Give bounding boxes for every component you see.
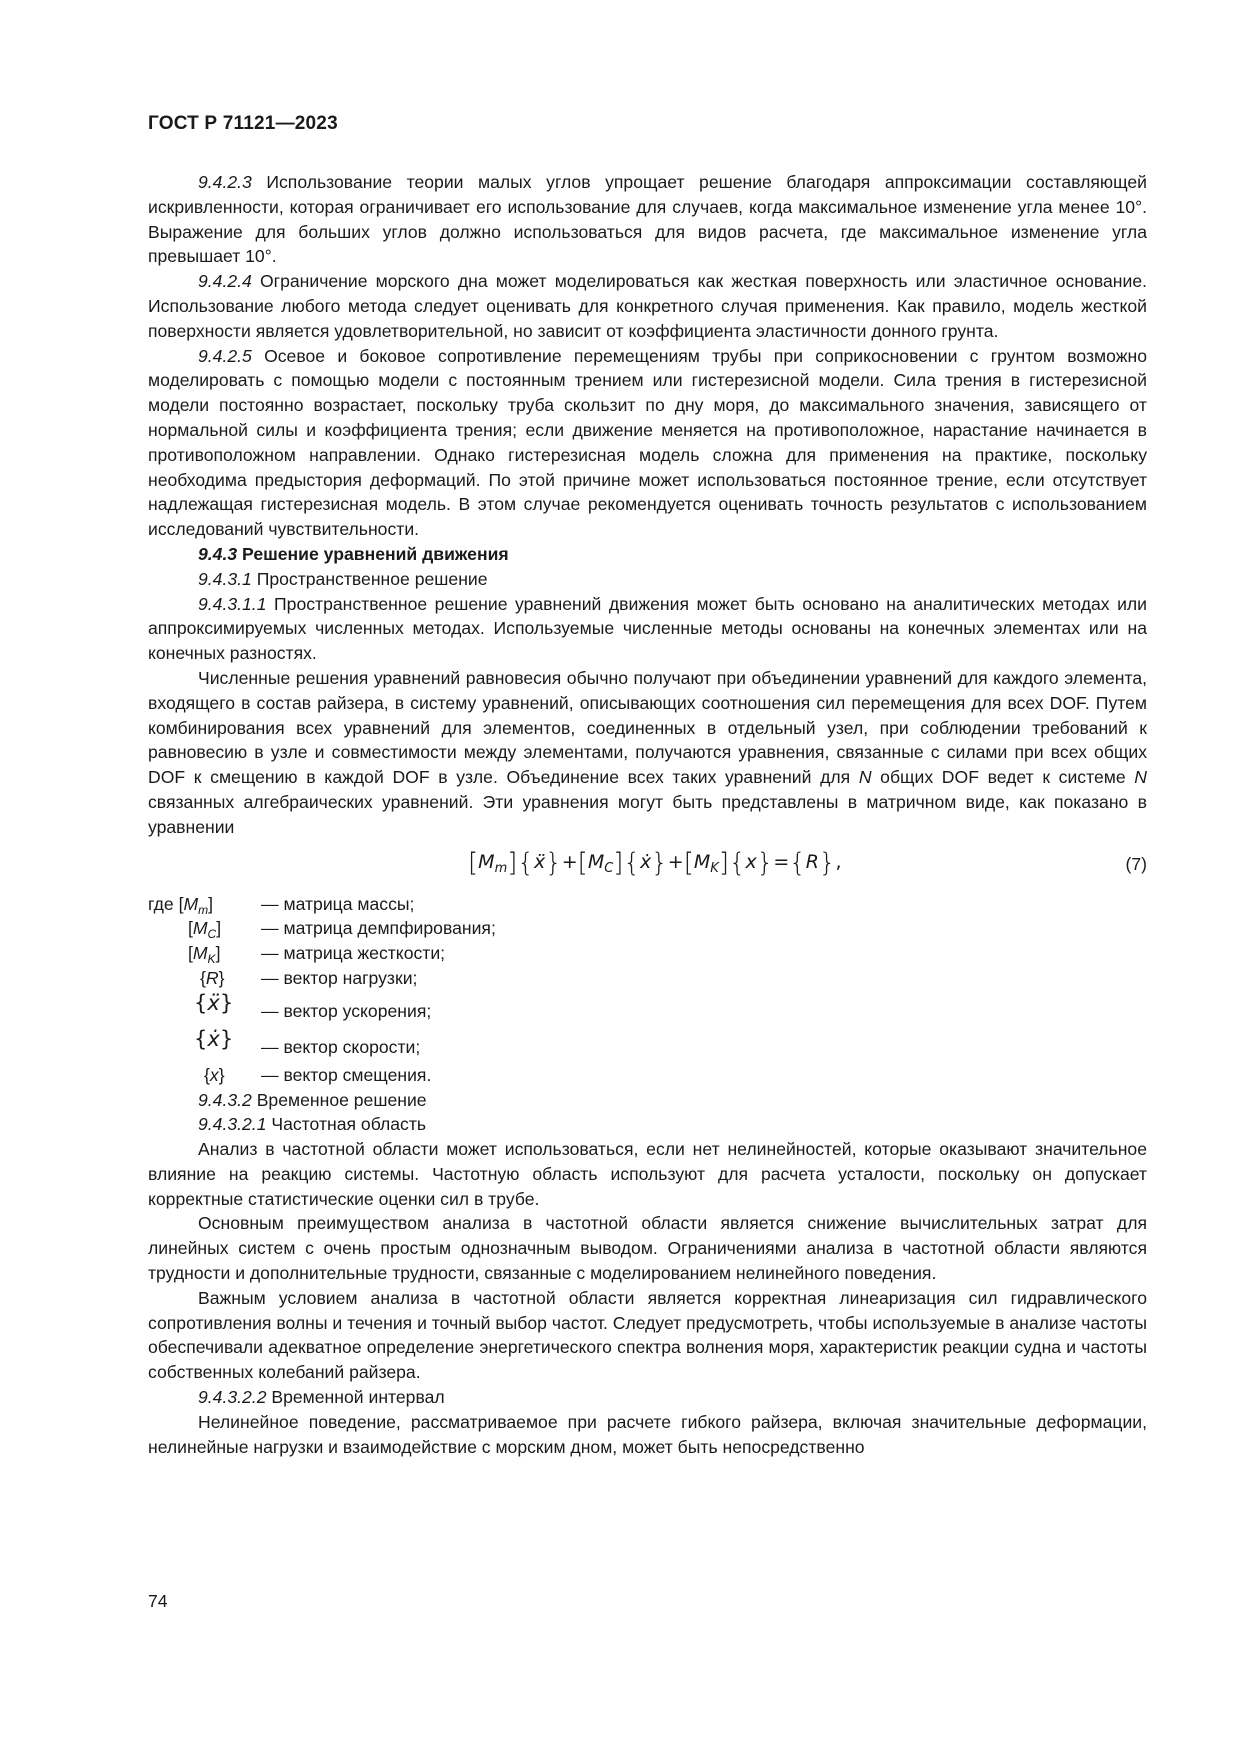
legend-row [148,966,1147,991]
legend-row [148,1063,1147,1088]
section-heading-9-4-3 [148,542,1147,567]
clause-number: 9.4.3.1.1 [198,593,267,614]
clause-number: 9.4.3.2.1 [198,1114,267,1135]
legend-description: — матрица массы; [261,893,415,914]
legend-row [148,892,1147,917]
paragraph-9-4-3-1-1 [148,592,1147,666]
legend-row [148,991,1147,1027]
operator-plus: + [667,850,684,873]
paragraph-text: общих DOF ведет к системе [871,767,1135,788]
symbol-m: M [693,850,711,873]
legend-symbol: {x} [204,1064,225,1085]
symbol-r: R [805,850,819,873]
symbol-x: x [745,850,757,873]
subheading-9-4-3-2-2 [148,1385,1147,1410]
symbol-legend [148,892,1147,1088]
paragraph-frequency-3: Важным условием анализа в частотной области является корректная линеаризация сил гидравлического сопротивления волны и течения и точный выбор частот. Следует предусмотреть, чтобы используемые в анализе частоты обеспечивали адекватное определение энергетического спектра волнения моря, характеристик реакции судна и частоты собственных колебаний райзера. [148,1287,1147,1383]
clause-number: 9.4.3.2 [198,1089,252,1110]
legend-description: — вектор нагрузки; [261,967,418,988]
legend-description: — вектор смещения. [261,1064,432,1085]
legend-description: — вектор скорости; [261,1036,421,1057]
subheading-9-4-3-2 [148,1088,1147,1113]
subscript: C [604,860,614,876]
legend-description: — матрица демпфирования; [261,918,496,939]
clause-number: 9.4.3.2.2 [198,1387,267,1408]
subsection-title: Временное решение [251,1089,427,1110]
legend-description: — вектор ускорения; [261,1000,432,1021]
operator-plus: + [561,850,578,873]
symbol-x-ddot: ẍ [533,850,546,873]
legend-description: — матрица жесткости; [261,943,446,964]
document-header: ГОСТ Р 71121—2023 [148,113,338,134]
symbol-x-dot: ẋ [640,850,652,873]
paragraph-text: Использование теории малых углов упрощает решение благодаря аппроксимации составляющей искривленности, которая ограничивает его использование для случаев, когда максимальное изменение угла менее 10°. Выражение для больших углов должно использоваться для видов расчета, где максимальное изменение угла превышает 10°. [148,172,1147,267]
page-number: 74 [148,1591,168,1611]
subsection-title: Частотная область [266,1114,427,1135]
punctuation-comma: , [835,850,842,873]
legend-row [148,1027,1147,1063]
paragraph-frequency-2: Основным преимуществом анализа в частотной области является снижение вычислительных затрат для линейных систем с очень простым однозначным выводом. Ограничениями анализа в частотной области являются трудности и дополнительные трудности, связанные с моделированием нелинейного поведения. [148,1213,1147,1284]
subscript: m [494,860,508,876]
paragraph-numerical-solutions [148,666,1147,840]
equation-7 [148,846,1147,886]
paragraph-9-4-2-5 [148,344,1147,542]
legend-symbol: $[M_C]$ [188,918,222,942]
legend-prefix: где [148,893,174,914]
clause-number: 9.4.2.3 [198,172,252,192]
subheading-9-4-3-2-1 [148,1112,1147,1137]
subheading-9-4-3-1 [148,567,1147,592]
equation-formula: $[M_m]\{ẍ\}+[M_C]\{ẋ\}+[M_K]\{x\}=\{R\}$, [468,847,842,878]
symbol-m: M [478,850,495,873]
paragraph-text: Ограничение морского дна может моделироваться как жесткая поверхность или эластичное основание. Использование любого метода следует оценивать для конкретного случая применения. Как правило, модель жесткой поверхности является удовлетворительной, но зависит от коэффициента эластичности донного грунта. [148,271,1147,341]
paragraph-text: Пространственное решение уравнений движения может быть основано на аналитических методах или аппроксимируемых численных методах. Используемые численные методы основаны на конечных элементах или на конечных разностях. [148,593,1147,664]
clause-number: 9.4.2.5 [198,345,252,366]
symbol-m: M [587,850,605,873]
subscript: K [710,860,719,876]
section-title: Решение уравнений движения [237,543,509,564]
paragraph-time-domain: Нелинейное поведение, рассматриваемое при расчете гибкого райзера, включая значительные деформации, нелинейные нагрузки и взаимодействие с морским дном, может быть непосредственно [148,1411,1147,1457]
paragraph-9-4-2-3 [148,170,1147,269]
variable-n: N [1134,767,1147,788]
paragraph-text: связанных алгебраических уравнений. Эти уравнения могут быть представлены в матричном виде, как показано в уравнении [148,791,1147,837]
clause-number: 9.4.3 [198,543,238,564]
legend-row [148,916,1147,941]
paragraph-text: Осевое и боковое сопротивление перемещениям трубы при соприкосновении с грунтом возможно моделировать с помощью модели с постоянным трением или гистерезисной модели. Сила трения в гистерезисной модели постоянно возрастает, поскольку труба скользит по дну моря, до максимального значения, зависящего от нормальной силы и коэффициента трения; если движение меняется на противоположное, нарастание начинается в противоположном направлении. Однако гистерезисная модель сложна для применения на практике, поскольку необходима предыстория деформаций. По этой причине может использоваться постоянное трение, если отсутствует надлежащая гистерезисная модель. В этом случае рекомендуется оценивать точность результатов с использованием исследований чувствительности. [148,345,1147,540]
legend-symbol: {ẋ} [194,1026,234,1051]
page-content [148,170,1147,1459]
legend-symbol: где $[M_m]$ [148,893,214,917]
legend-symbol: $[M_K]$ [188,943,221,967]
subsection-title: Временной интервал [266,1387,445,1408]
subsection-title: Пространственное решение [251,568,488,589]
clause-number: 9.4.2.4 [198,271,252,292]
paragraph-frequency-1: Анализ в частотной области может использоваться, если нет нелинейностей, которые оказывают значительное влияние на реакцию системы. Частотную область используют для расчета усталости, поскольку он допускает корректные статистические оценки сил в трубе. [148,1139,1147,1209]
legend-row [148,941,1147,966]
variable-n: N [858,767,872,788]
equation-number: (7) [1125,853,1147,874]
paragraph-text: Численные решения уравнений равновесия обычно получают при объединении уравнений для каждого элемента, входящего в состав райзера, в систему уравнений, описывающих соотношения сил перемещения для всех DOF. Путем комбинирования всех уравнений для элементов, соединенных в отдельный узел, при соблюдении требований к равновесию в узле и совместимости между элементами, получаются уравнения, связанные с силами при всех общих DOF к смещению в каждой DOF в узле. Объединение всех таких уравнений для [148,667,1147,788]
legend-symbol: {R} [200,967,225,988]
operator-equals: = [773,850,790,873]
legend-symbol: {ẍ} [194,990,234,1015]
clause-number: 9.4.3.1 [198,568,252,589]
paragraph-9-4-2-4 [148,269,1147,343]
